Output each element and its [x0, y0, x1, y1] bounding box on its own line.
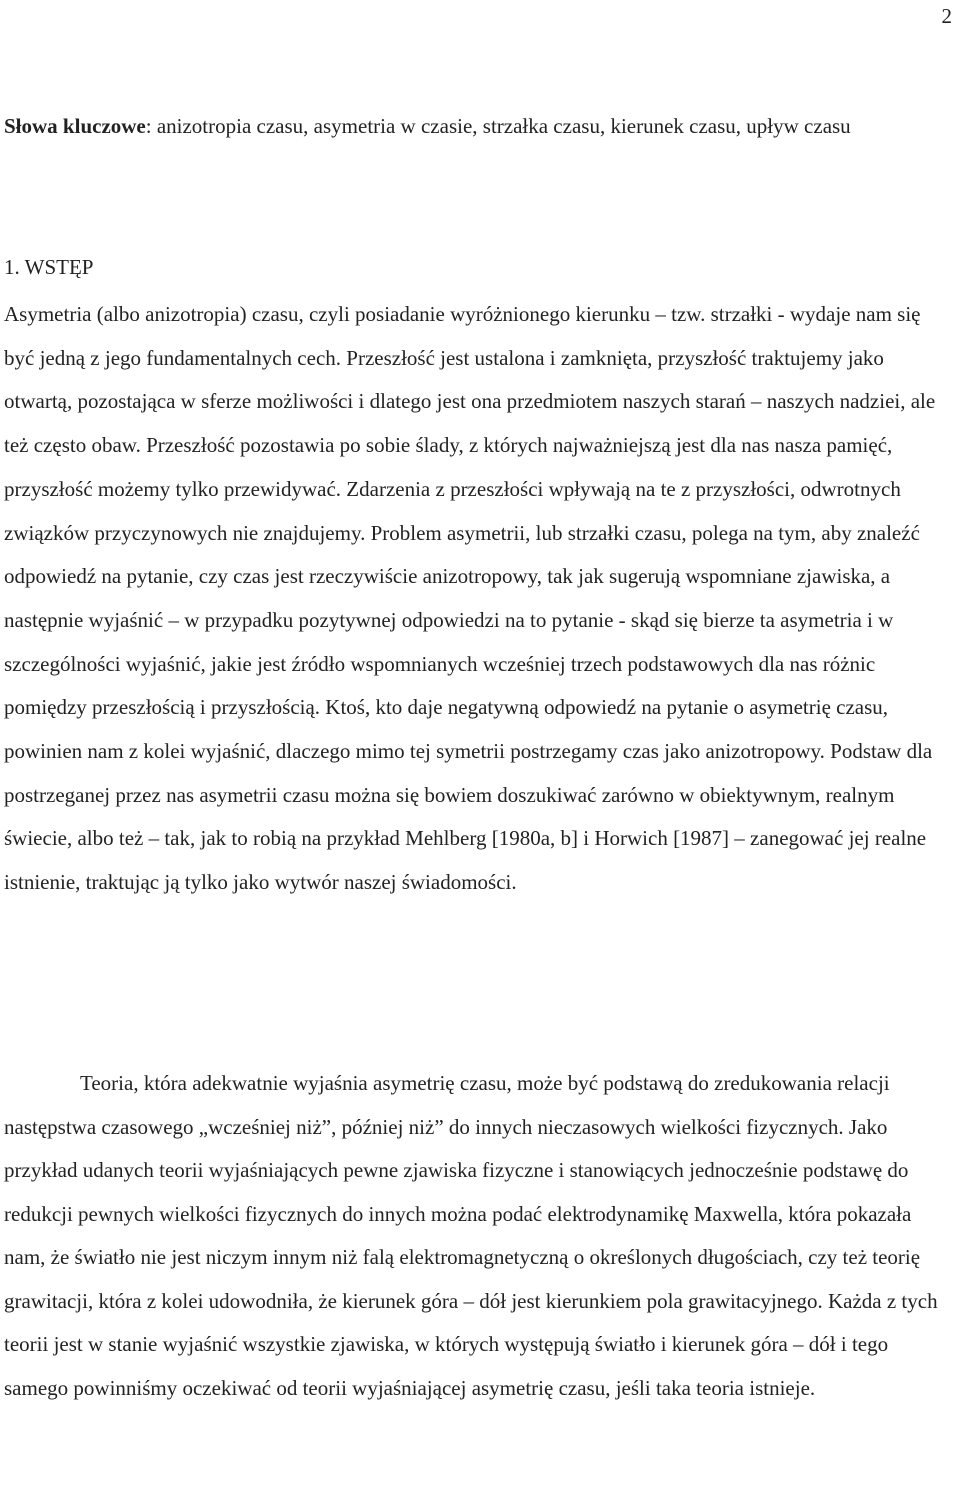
- paragraph: Teoria, która adekwatnie wyjaśnia asymetrię czasu, może być podstawą do zredukowania relacji następstwa czasowego „wcześniej niż”, później niż” do innych nieczasowych wielkości fizycznych. Jako przykład udanych teorii wyjaśniających pewne zjawiska fizyczne i stanowiących jednocześnie podstawę do redukcji pewnych wielkości fizycznych do innych można podać elektrodynamikę Maxwella, która pokazała nam, że światło nie jest niczym innym niż falą elektromagnetyczną o określonych długościach, czy też teorię grawitacji, która z kolei udowodniła, że kierunek góra – dół jest kierunkiem pola grawitacyjnego. Każda z tych teorii jest w stanie wyjaśnić wszystkie zjawiska, w których występują światło i kierunek góra – dół i tego samego powinniśmy oczekiwać od teorii wyjaśniającej asymetrię czasu, jeśli taka teoria istnieje.: [4, 1071, 938, 1400]
- keywords-text: : anizotropia czasu, asymetria w czasie, strzałka czasu, kierunek czasu, upływ czasu: [145, 114, 851, 138]
- page-number: 2: [941, 4, 952, 28]
- keywords-line: [4, 108, 954, 145]
- paragraph: Asymetria (albo anizotropia) czasu, czyli posiadanie wyróżnionego kierunku – tzw. strzałki - wydaje nam się być jedną z jego fundamentalnych cech. Przeszłość jest ustalona i zamknięta, przyszłość traktujemy jako otwartą, pozostająca w sferze możliwości i dlatego jest ona przedmiotem naszych starań – naszych nadziei, ale też często obaw. Przeszłość pozostawia po sobie ślady, z których najważniejszą jest dla nas nasza pamięć, przyszłość możemy tylko przewidywać. Zdarzenia z przeszłości wpływają na te z przyszłości, odwrotnych związków przyczynowych nie znajdujemy. Problem asymetrii, lub strzałki czasu, polega na tym, aby znaleźć odpowiedź na pytanie, czy czas jest rzeczywiście anizotropowy, tak jak sugerują wspomniane zjawiska, a następnie wyjaśnić – w przypadku pozytywnej odpowiedzi na to pytanie - skąd się bierze ta asymetria i w szczególności wyjaśnić, jakie jest źródło wspomnianych wcześniej trzech podstawowych dla nas różnic pomiędzy przeszłością i przyszłością. Ktoś, kto daje negatywną odpowiedź na pytanie o asymetrię czasu, powinien nam z kolei wyjaśnić, dlaczego mimo tej symetrii postrzegamy czas jako anizotropowy. Podstaw dla postrzeganej przez nas asymetrii czasu można się bowiem doszukiwać zarówno w obiektywnym, realnym świecie, albo też – tak, jak to robią na przykład Mehlberg [1980a, b] i Horwich [1987] – zanegować jej realne istnienie, traktując ją tylko jako wytwór naszej świadomości.: [4, 302, 936, 895]
- section-heading: 1. WSTĘP: [4, 255, 94, 279]
- keywords-label: Słowa kluczowe: [4, 114, 146, 138]
